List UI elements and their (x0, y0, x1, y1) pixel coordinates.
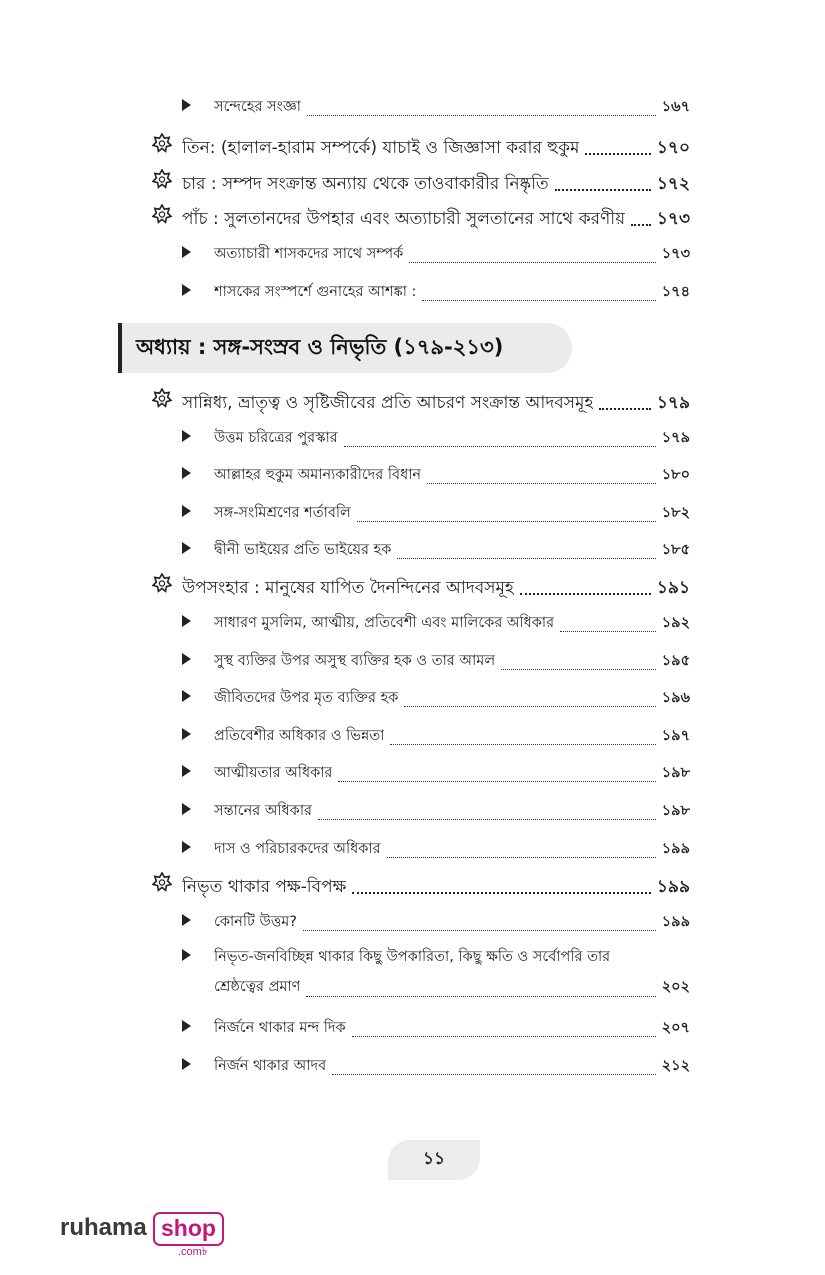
dot-leader (357, 520, 656, 522)
toc-entry-title-line1: নিভৃত-জনবিচ্ছিন্ন থাকার কিছু উপকারিতা, কিছু ক্ষতি ও সর্বোপরি তার (214, 949, 611, 965)
toc-entry-page: ১৮২ (661, 505, 690, 521)
dot-leader (332, 1073, 656, 1075)
toc-entry[interactable] (182, 1055, 690, 1083)
toc-entry-title: সান্নিধ্য, ভ্রাতৃত্ব ও সৃষ্টিজীবের প্রতি আচরণ সংক্রান্ত আদবসমূহ (182, 393, 594, 413)
toc-entry-title: উপসংহার : মানুষের যাপিত দৈনন্দিনের আদবসমূহ (182, 578, 514, 598)
dot-leader (520, 592, 651, 595)
toc-entry-title: দ্বীনী ভাইয়ের প্রতি ভাইয়ের হক (214, 542, 392, 558)
toc-entry-title: সন্তানের অধিকার (214, 803, 313, 819)
dot-leader (306, 995, 655, 997)
dot-leader (555, 188, 651, 191)
dot-leader (404, 705, 655, 707)
toc-entry-title: তিন: (হালাল-হারাম সম্পর্কে) যাচাই ও জিজ্ঞাসা করার হুকুম (182, 138, 580, 158)
toc-section-entry[interactable] (152, 388, 690, 418)
triangle-bullet-icon (182, 765, 214, 777)
toc-entry[interactable] (182, 762, 690, 790)
triangle-bullet-icon (182, 690, 214, 702)
toc-entry-page: ১৭০ (656, 138, 690, 158)
triangle-bullet-icon (182, 615, 214, 627)
triangle-bullet-icon (182, 246, 214, 258)
toc-entry-title: আত্মীয়তার অধিকার (214, 765, 333, 781)
page-number-tab (388, 1140, 480, 1180)
toc-entry-page: ১৭৯ (656, 393, 690, 413)
triangle-bullet-icon (182, 949, 214, 961)
toc-entry[interactable] (182, 650, 690, 678)
toc-entry[interactable] (182, 800, 690, 828)
triangle-bullet-icon (182, 1058, 214, 1070)
dot-leader (631, 223, 651, 226)
dot-leader (409, 261, 655, 263)
toc-entry[interactable] (182, 1017, 690, 1045)
toc-entry-title: নির্জনে থাকার মন্দ দিক (214, 1020, 346, 1036)
toc-entry-page: ২১২ (661, 1058, 690, 1074)
toc-entry-title: সন্দেহের সংজ্ঞা (214, 99, 301, 115)
toc-entry[interactable] (182, 911, 690, 939)
dot-leader (307, 114, 656, 116)
toc-entry-title: নির্জন থাকার আদব (214, 1058, 327, 1074)
toc-entry-page: ১৯৭ (661, 728, 690, 744)
triangle-bullet-icon (182, 505, 214, 517)
toc-entry-title: জীবিতদের উপর মৃত ব্যক্তির হক (214, 690, 399, 706)
toc-entry-title: শাসকের সংস্পর্শে গুনাহের আশঙ্কা : (214, 284, 417, 300)
toc-entry-page: ১৭৯ (661, 430, 690, 446)
toc-entry-page: ১৭৪ (661, 284, 690, 300)
triangle-bullet-icon (182, 653, 214, 665)
toc-section-entry[interactable] (152, 573, 690, 603)
dot-leader (318, 818, 656, 820)
toc-entry-page: ১৭৩ (661, 246, 690, 262)
toc-entry-page: ১৯১ (656, 578, 690, 598)
star-bullet-icon (152, 133, 182, 153)
toc-entry-title: সঙ্গ-সংমিশ্রণের শর্তাবলি (214, 505, 351, 521)
toc-entry-page: ১৮৫ (661, 542, 690, 558)
toc-entry-page: ১৬৭ (661, 99, 690, 115)
toc-entry-page: ১৯৯ (661, 914, 690, 930)
logo-text-dotcom: .com৳ (178, 1246, 208, 1258)
toc-entry-title: অত্যাচারী শাসকদের সাথে সম্পর্ক (214, 246, 404, 262)
dot-leader (501, 668, 656, 670)
toc-section-entry[interactable] (152, 169, 690, 199)
toc-entry-page: ১৯৯ (656, 877, 690, 897)
chapter-heading-text: অধ্যায় : সঙ্গ-সংস্রব ও নিভৃতি (১৭৯-২১৩) (136, 334, 504, 359)
toc-section-entry[interactable] (152, 204, 690, 234)
logo-text-ruhama: ruhama (60, 1214, 147, 1241)
dot-leader (352, 891, 650, 894)
triangle-bullet-icon (182, 803, 214, 815)
triangle-bullet-icon (182, 1020, 214, 1032)
toc-entry-title: চার : সম্পদ সংক্রান্ত অন্যায় থেকে তাওবাকারীর নিষ্কৃতি (182, 174, 549, 194)
dot-leader (427, 482, 656, 484)
toc-entry-page: ১৯৫ (661, 653, 690, 669)
dot-leader (338, 780, 655, 782)
toc-entry-title: আল্লাহর হুকুম অমান্যকারীদের বিধান (214, 467, 422, 483)
dot-leader (390, 743, 655, 745)
toc-entry-title: উত্তম চরিত্রের পুরস্কার (214, 430, 338, 446)
toc-entry[interactable] (182, 243, 690, 271)
toc-entry[interactable] (182, 281, 690, 309)
toc-entry[interactable] (182, 838, 690, 866)
dot-leader (422, 299, 655, 301)
toc-entry[interactable] (182, 539, 690, 567)
toc-entry-page: ১৭৩ (656, 209, 690, 229)
triangle-bullet-icon (182, 841, 214, 853)
toc-entry-page: ১৯২ (661, 615, 690, 631)
triangle-bullet-icon (182, 542, 214, 554)
toc-entry-page: ২০২ (661, 979, 690, 995)
toc-entry[interactable] (182, 96, 690, 124)
toc-entry[interactable] (182, 464, 690, 492)
toc-entry-title-line2: শ্রেষ্ঠত্বের প্রমাণ (214, 979, 301, 995)
toc-entry[interactable] (182, 725, 690, 753)
chapter-heading[interactable] (118, 323, 572, 373)
toc-section-entry[interactable] (152, 872, 690, 902)
dot-leader (303, 929, 656, 931)
toc-entry-title: নিভৃত থাকার পক্ষ-বিপক্ষ (182, 877, 347, 897)
toc-entry-page: ১৯৮ (661, 765, 690, 781)
triangle-bullet-icon (182, 728, 214, 740)
star-bullet-icon (152, 169, 182, 189)
page-number: ১১ (422, 1149, 446, 1169)
toc-entry-title: সুস্থ ব্যক্তির উপর অসুস্থ ব্যক্তির হক ও তার আমল (214, 653, 496, 669)
star-bullet-icon (152, 388, 182, 408)
star-bullet-icon (152, 573, 182, 593)
dot-leader (387, 856, 656, 858)
toc-entry-page: ১৭২ (656, 174, 690, 194)
toc-entry-page: ১৯৮ (661, 803, 690, 819)
dot-leader (560, 630, 656, 632)
toc-entry-title: প্রতিবেশীর অধিকার ও ভিন্নতা (214, 728, 385, 744)
toc-entry[interactable] (182, 687, 690, 715)
toc-entry-page: ১৮০ (661, 467, 690, 483)
star-bullet-icon (152, 204, 182, 224)
dot-leader (352, 1035, 656, 1037)
toc-entry-wrapped[interactable] (182, 946, 690, 1006)
triangle-bullet-icon (182, 467, 214, 479)
dot-leader (397, 557, 655, 559)
triangle-bullet-icon (182, 430, 214, 442)
dot-leader (599, 407, 651, 410)
triangle-bullet-icon (182, 914, 214, 926)
star-bullet-icon (152, 872, 182, 892)
toc-entry-page: ১৯৯ (661, 841, 690, 857)
toc-entry-title: সাধারণ মুসলিম, আত্মীয়, প্রতিবেশী এবং মালিকের অধিকার (214, 615, 555, 631)
ruhamashop-logo (60, 1212, 230, 1256)
toc-entry-page: ১৯৬ (661, 690, 690, 706)
triangle-bullet-icon (182, 284, 214, 296)
toc-entry-page: ২০৭ (661, 1020, 690, 1036)
toc-section-entry[interactable] (152, 133, 690, 163)
toc-entry[interactable] (182, 502, 690, 530)
toc-entry[interactable] (182, 612, 690, 640)
toc-entry[interactable] (182, 427, 690, 455)
dot-leader (585, 152, 650, 155)
toc-entry-title: দাস ও পরিচারকদের অধিকার (214, 841, 381, 857)
triangle-bullet-icon (182, 99, 214, 111)
toc-entry-title: কোনটি উত্তম? (214, 914, 297, 930)
dot-leader (344, 445, 656, 447)
logo-text-shop: shop (153, 1212, 224, 1246)
toc-entry-title: পাঁচ : সুলতানদের উপহার এবং অত্যাচারী সুলতানের সাথে করণীয় (182, 209, 626, 229)
